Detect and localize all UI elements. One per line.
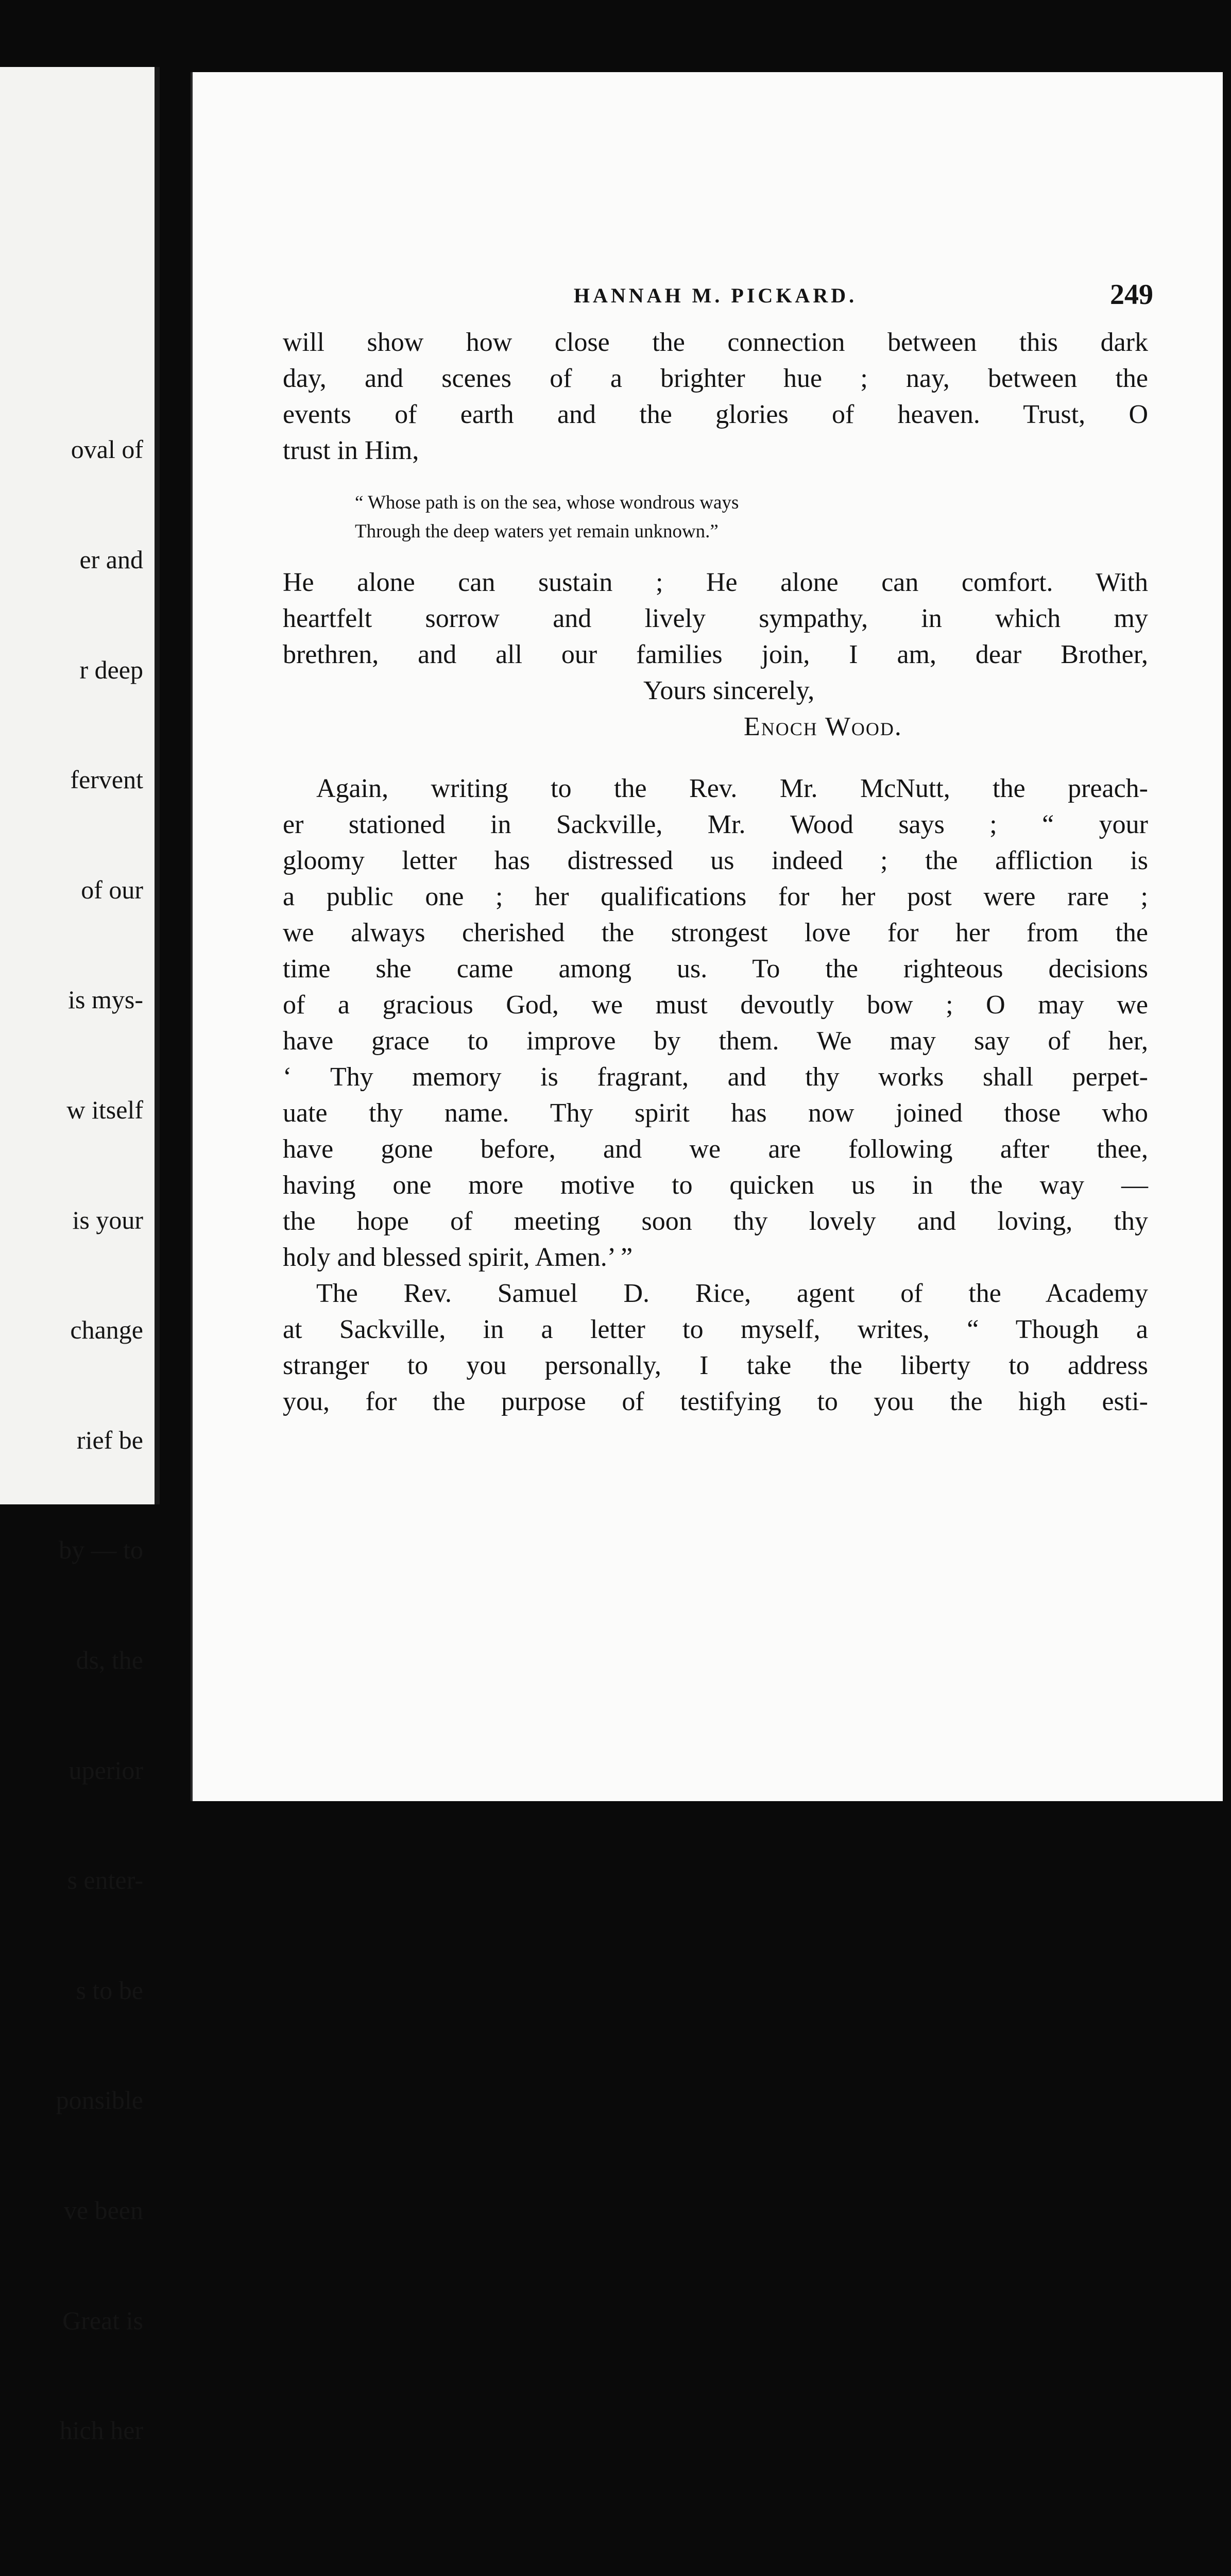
left-line: ve been	[63, 2195, 143, 2225]
text-line: stranger to you personally, I take the liberty to address	[283, 1351, 1148, 1380]
paragraph	[283, 565, 1148, 673]
verse-quote	[355, 488, 870, 546]
text-line: day, and scenes of a brighter hue ; nay, between the	[283, 364, 1148, 393]
left-line: fervent	[70, 765, 143, 794]
text-line: uate thy name. Thy spirit has now joined those who	[283, 1098, 1148, 1128]
text-line: holy and blessed spirit, Amen.’ ”	[283, 1243, 633, 1272]
left-line: oval of	[71, 435, 143, 464]
text-line: you, for the purpose of testifying to you the high esti-	[283, 1387, 1148, 1416]
text-line: Again, writing to the Rev. Mr. McNutt, the preach-	[316, 774, 1148, 803]
valediction: Yours sincerely,	[643, 676, 815, 705]
left-line	[0, 2522, 143, 2559]
text-line: heartfelt sorrow and lively sympathy, in which my	[283, 604, 1148, 633]
verse-line: Through the deep waters yet remain unknown.”	[355, 521, 719, 542]
text-line: gloomy letter has distressed us indeed ; the affliction is	[283, 846, 1148, 875]
paragraph	[283, 771, 1148, 1276]
text-line: the hope of meeting soon thy lovely and loving, thy	[283, 1207, 1148, 1236]
text-line: of a gracious God, we must devoutly bow ; O may we	[283, 990, 1148, 1020]
left-line: is your	[72, 1205, 143, 1234]
left-line: ponsible	[56, 2086, 143, 2115]
text-line: ‘ Thy memory is fragrant, and thy works shall perpet-	[283, 1062, 1148, 1092]
left-line: r deep	[79, 655, 143, 684]
page-header	[283, 278, 1153, 319]
right-page	[191, 72, 1223, 1801]
body-text	[283, 325, 1148, 1420]
left-page-text	[0, 358, 143, 2576]
left-line: rief be	[76, 1425, 143, 1454]
left-page-fragment	[0, 67, 160, 2445]
text-line: events of earth and the glories of heaven. Trust, O	[283, 400, 1148, 429]
text-line: will show how close the connection between this dark	[283, 328, 1148, 357]
left-line: uperior	[69, 1755, 143, 1785]
left-line: by — to	[59, 1535, 143, 1565]
paragraph	[283, 1276, 1148, 1420]
text-line: He alone can sustain ; He alone can comfort. With	[283, 568, 1148, 597]
text-line: have gone before, and we are following after thee,	[283, 1134, 1148, 1164]
text-line: at Sackville, in a letter to myself, writes, “ Though a	[283, 1315, 1148, 1344]
text-line: er stationed in Sackville, Mr. Wood says ; “ your	[283, 810, 1148, 839]
signature: Enoch Wood.	[744, 712, 902, 741]
paragraph	[283, 325, 1148, 469]
left-line: s to be	[76, 1975, 143, 2005]
left-line: change	[70, 1315, 143, 1345]
text-line: we always cherished the strongest love for her from the	[283, 918, 1148, 947]
text-line: have grace to improve by them. We may say of her,	[283, 1026, 1148, 1056]
left-line: ds, the	[76, 1645, 143, 1674]
left-line: hich her	[59, 2416, 143, 2445]
text-line: having one more motive to quicken us in the way —	[283, 1171, 1148, 1200]
left-line: of our	[81, 875, 143, 904]
page-number: 249	[1110, 279, 1153, 311]
letter-closing	[283, 673, 1148, 745]
left-line: s enter-	[67, 1866, 143, 1895]
left-line: Great is	[62, 2306, 143, 2335]
text-line: a public one ; her qualifications for her post were rare ;	[283, 882, 1148, 911]
left-line: is mys-	[68, 985, 143, 1014]
text-line: brethren, and all our families join, I am, dear Brother,	[283, 640, 1148, 669]
running-head: HANNAH M. PICKARD.	[573, 284, 858, 307]
left-line: w itself	[66, 1095, 143, 1124]
verse-line: “ Whose path is on the sea, whose wondrous ways	[355, 492, 739, 513]
left-line: er and	[79, 545, 143, 574]
text-line: The Rev. Samuel D. Rice, agent of the Academy	[316, 1279, 1148, 1308]
text-line: time she came among us. To the righteous decisions	[283, 954, 1148, 984]
text-line: trust in Him,	[283, 436, 419, 465]
